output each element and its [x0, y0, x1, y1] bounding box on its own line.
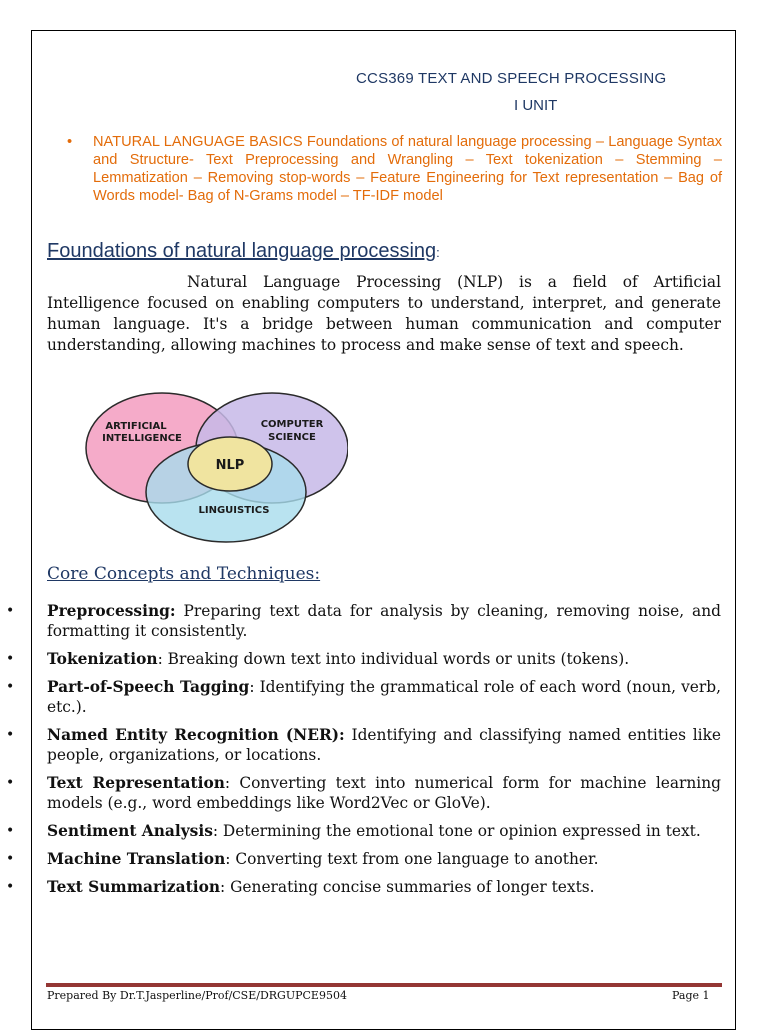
- core-concepts-list: [0, 601, 768, 905]
- bullet-icon: •: [6, 851, 15, 867]
- bullet-icon: •: [6, 603, 15, 619]
- concept-description: : Converting text into numerical form for machine learning models (e.g., word embeddings like Word2Vec or GloVe).: [47, 774, 721, 812]
- concept-term: Machine Translation: [47, 850, 226, 868]
- syllabus-bullet-item: [67, 133, 722, 205]
- core-concepts-heading: Core Concepts and Techniques:: [47, 564, 321, 584]
- concept-description: Preparing text data for analysis by cleaning, removing noise, and formatting it consistently.: [47, 602, 721, 640]
- concept-term: Named Entity Recognition (NER):: [47, 726, 345, 744]
- intro-paragraph: Natural Language Processing (NLP) is a field of Artificial Intelligence focused on enabling computers to understand, interpret, and generate human language. It's a bridge between human communication and computer understanding, allowing machines to process and make sense of text and speech.: [47, 273, 721, 354]
- concept-item: [6, 725, 721, 765]
- bullet-icon: •: [6, 823, 15, 839]
- concept-description: : Identifying the grammatical role of each word (noun, verb, etc.).: [47, 678, 722, 716]
- unit-title: I UNIT: [514, 97, 558, 114]
- concept-item: [6, 773, 721, 813]
- footer-page-number: Page 1: [672, 989, 710, 1002]
- section-heading-text: Foundations of natural language processing: [47, 240, 437, 262]
- bullet-icon: •: [6, 727, 15, 743]
- bullet-icon: •: [6, 679, 15, 695]
- concept-item: [6, 849, 721, 869]
- footer-divider: [46, 983, 722, 987]
- section-heading: [47, 240, 440, 263]
- concept-term: Text Representation: [47, 774, 225, 792]
- venn-cs-label-1: COMPUTER: [260, 419, 324, 430]
- nlp-venn-diagram: [84, 392, 348, 544]
- concept-item: [6, 649, 721, 669]
- concept-term: Sentiment Analysis: [47, 822, 213, 840]
- venn-ling-label: LINGUISTICS: [198, 505, 270, 516]
- concept-item: [6, 821, 721, 841]
- concept-item: [6, 877, 721, 897]
- section-heading-colon: :: [436, 245, 440, 260]
- concept-term: Part-of-Speech Tagging: [47, 678, 250, 696]
- venn-ai-label-1: ARTIFICIAL: [105, 421, 167, 432]
- syllabus-text: NATURAL LANGUAGE BASICS Foundations of natural language processing – Language Syntax and Structure- Text Preprocessing and Wrangling – Text tokenization – Stemming – Lemmatization – Removing stop-words – Feature Engineering for Text representation – Bag of Words model- Bag of N-Grams model – TF-IDF model: [93, 134, 722, 204]
- concept-description: : Converting text from one language to another.: [225, 850, 599, 868]
- bullet-icon: •: [6, 775, 15, 791]
- course-title: CCS369 TEXT AND SPEECH PROCESSING: [356, 70, 667, 87]
- concept-item: [6, 677, 722, 717]
- concept-term: Preprocessing:: [47, 602, 176, 620]
- concept-item: [6, 601, 721, 641]
- concept-description: : Determining the emotional tone or opinion expressed in text.: [212, 822, 701, 840]
- concept-term: Tokenization: [47, 650, 158, 668]
- footer-prepared-by: Prepared By Dr.T.Jasperline/Prof/CSE/DRGUPCE9504: [47, 989, 347, 1002]
- venn-nlp-label: NLP: [215, 458, 245, 473]
- concept-description: Identifying and classifying named entities like people, organizations, or locations.: [47, 726, 721, 764]
- concept-description: : Generating concise summaries of longer texts.: [220, 878, 595, 896]
- bullet-icon: •: [6, 879, 15, 895]
- bullet-icon: •: [67, 134, 73, 150]
- venn-ai-label-2: INTELLIGENCE: [102, 433, 182, 444]
- concept-description: : Breaking down text into individual words or units (tokens).: [157, 650, 630, 668]
- concept-term: Text Summarization: [47, 878, 221, 896]
- venn-cs-label-2: SCIENCE: [268, 432, 316, 443]
- bullet-icon: •: [6, 651, 15, 667]
